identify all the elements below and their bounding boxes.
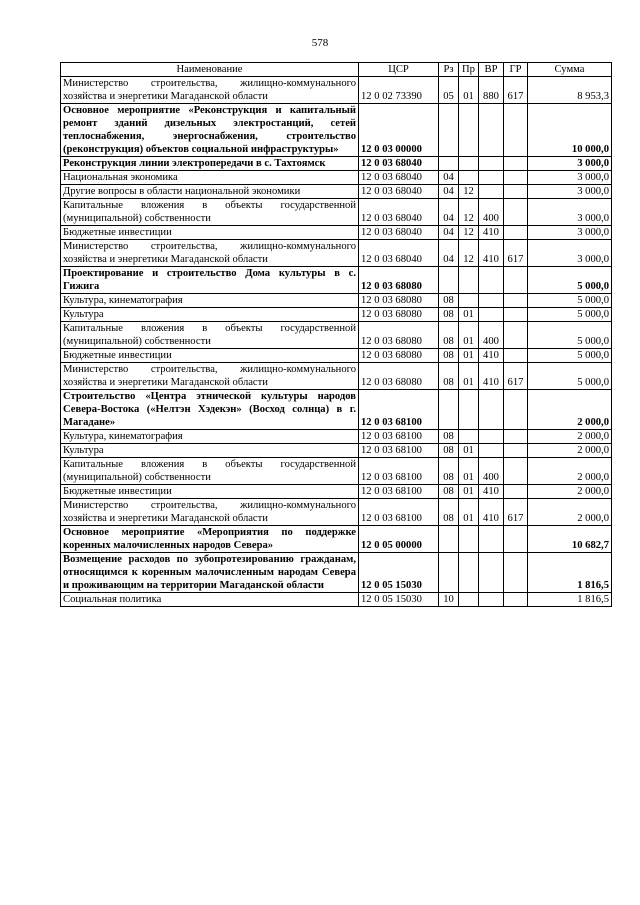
cell-name: Основное мероприятие «Мероприятия по поддержке коренных малочисленных народов Севера»: [61, 526, 359, 553]
cell-sum: 8 953,3: [528, 77, 612, 104]
cell-csr: 12 0 03 68040: [359, 199, 439, 226]
cell-vr: 410: [479, 485, 504, 499]
cell-rz: 08: [439, 499, 459, 526]
cell-name: Министерство строительства, жилищно-коммунального хозяйства и энергетики Магаданской области: [61, 240, 359, 267]
cell-csr: 12 0 03 68100: [359, 458, 439, 485]
cell-pr: 01: [459, 363, 479, 390]
cell-pr: [459, 593, 479, 607]
cell-rz: 08: [439, 349, 459, 363]
cell-name: Проектирование и строительство Дома культуры в с. Гижига: [61, 267, 359, 294]
cell-sum: 5 000,0: [528, 294, 612, 308]
cell-name: Основное мероприятие «Реконструкция и капитальный ремонт зданий дизельных электростанций, сетей теплоснабжения, энергоснабжения, строительство (реконструкция) объектов социальной инфраструктуры»: [61, 104, 359, 157]
cell-rz: 08: [439, 363, 459, 390]
cell-csr: 12 0 03 68080: [359, 322, 439, 349]
cell-name: Бюджетные инвестиции: [61, 485, 359, 499]
cell-csr: 12 0 05 15030: [359, 593, 439, 607]
cell-gr: [504, 267, 528, 294]
cell-pr: 12: [459, 199, 479, 226]
cell-pr: [459, 430, 479, 444]
cell-vr: [479, 185, 504, 199]
cell-csr: 12 0 03 68100: [359, 499, 439, 526]
cell-name: Капитальные вложения в объекты государственной (муниципальной) собственности: [61, 199, 359, 226]
header-pr: Пр: [459, 63, 479, 77]
cell-sum: 3 000,0: [528, 185, 612, 199]
cell-sum: 2 000,0: [528, 458, 612, 485]
cell-gr: [504, 185, 528, 199]
cell-vr: 400: [479, 458, 504, 485]
header-name: Наименование: [61, 63, 359, 77]
cell-vr: [479, 444, 504, 458]
cell-rz: 04: [439, 185, 459, 199]
cell-vr: [479, 294, 504, 308]
cell-gr: 617: [504, 499, 528, 526]
table-row: [61, 349, 612, 363]
table-row: [61, 104, 612, 157]
cell-gr: [504, 458, 528, 485]
cell-name: Реконструкция линии электропередачи в с. Тахтоямск: [61, 157, 359, 171]
cell-pr: 01: [459, 499, 479, 526]
table-row: [61, 390, 612, 430]
cell-csr: 12 0 03 00000: [359, 104, 439, 157]
header-rz: Рз: [439, 63, 459, 77]
cell-name: Национальная экономика: [61, 171, 359, 185]
budget-table: [60, 62, 612, 607]
cell-vr: [479, 553, 504, 593]
cell-pr: 01: [459, 322, 479, 349]
cell-gr: [504, 308, 528, 322]
cell-name: Культура: [61, 308, 359, 322]
cell-vr: 410: [479, 499, 504, 526]
cell-csr: 12 0 03 68040: [359, 157, 439, 171]
cell-name: Министерство строительства, жилищно-коммунального хозяйства и энергетики Магаданской области: [61, 499, 359, 526]
cell-name: Культура, кинематография: [61, 294, 359, 308]
table-row: [61, 294, 612, 308]
cell-vr: [479, 157, 504, 171]
table-row: [61, 430, 612, 444]
header-gr: ГР: [504, 63, 528, 77]
cell-pr: 01: [459, 349, 479, 363]
cell-pr: [459, 171, 479, 185]
cell-gr: [504, 390, 528, 430]
cell-name: Министерство строительства, жилищно-коммунального хозяйства и энергетики Магаданской области: [61, 363, 359, 390]
cell-rz: 08: [439, 308, 459, 322]
cell-rz: 10: [439, 593, 459, 607]
cell-rz: 04: [439, 226, 459, 240]
cell-vr: 410: [479, 349, 504, 363]
cell-rz: 08: [439, 430, 459, 444]
cell-csr: 12 0 05 00000: [359, 526, 439, 553]
cell-sum: 10 000,0: [528, 104, 612, 157]
cell-rz: 08: [439, 444, 459, 458]
cell-rz: [439, 526, 459, 553]
cell-csr: 12 0 03 68040: [359, 185, 439, 199]
cell-sum: 2 000,0: [528, 444, 612, 458]
cell-sum: 5 000,0: [528, 349, 612, 363]
table-row: [61, 553, 612, 593]
cell-gr: 617: [504, 363, 528, 390]
cell-rz: 04: [439, 240, 459, 267]
cell-rz: 04: [439, 199, 459, 226]
cell-gr: [504, 104, 528, 157]
cell-sum: 10 682,7: [528, 526, 612, 553]
cell-sum: 3 000,0: [528, 171, 612, 185]
cell-name: Бюджетные инвестиции: [61, 226, 359, 240]
table-row: [61, 444, 612, 458]
cell-name: Социальная политика: [61, 593, 359, 607]
cell-sum: 3 000,0: [528, 240, 612, 267]
cell-vr: [479, 267, 504, 294]
header-vr: ВР: [479, 63, 504, 77]
cell-pr: 12: [459, 185, 479, 199]
cell-rz: 05: [439, 77, 459, 104]
table-row: [61, 526, 612, 553]
cell-csr: 12 0 05 15030: [359, 553, 439, 593]
cell-name: Другие вопросы в области национальной экономики: [61, 185, 359, 199]
cell-pr: 01: [459, 458, 479, 485]
header-sum: Сумма: [528, 63, 612, 77]
cell-gr: [504, 226, 528, 240]
cell-gr: [504, 444, 528, 458]
cell-pr: 01: [459, 308, 479, 322]
cell-csr: 12 0 03 68040: [359, 171, 439, 185]
cell-vr: [479, 390, 504, 430]
cell-vr: [479, 171, 504, 185]
cell-pr: [459, 526, 479, 553]
cell-sum: 5 000,0: [528, 322, 612, 349]
cell-name: Возмещение расходов по зубопротезированию гражданам, относящимся к коренным малочисленным народам Севера и проживающим на территории Магаданской области: [61, 553, 359, 593]
cell-vr: [479, 526, 504, 553]
cell-pr: [459, 390, 479, 430]
cell-gr: [504, 199, 528, 226]
table-row: [61, 308, 612, 322]
cell-pr: [459, 294, 479, 308]
cell-rz: [439, 104, 459, 157]
cell-vr: 400: [479, 199, 504, 226]
header-row: [61, 63, 612, 77]
cell-rz: 08: [439, 294, 459, 308]
table-row: [61, 593, 612, 607]
cell-name: Капитальные вложения в объекты государственной (муниципальной) собственности: [61, 458, 359, 485]
cell-gr: [504, 526, 528, 553]
cell-vr: [479, 430, 504, 444]
cell-sum: 5 000,0: [528, 267, 612, 294]
table-row: [61, 363, 612, 390]
cell-name: Культура: [61, 444, 359, 458]
cell-gr: [504, 349, 528, 363]
cell-pr: 12: [459, 226, 479, 240]
cell-csr: 12 0 02 73390: [359, 77, 439, 104]
cell-rz: [439, 553, 459, 593]
cell-name: Культура, кинематография: [61, 430, 359, 444]
table-row: [61, 267, 612, 294]
cell-vr: 400: [479, 322, 504, 349]
cell-pr: 12: [459, 240, 479, 267]
table-row: [61, 77, 612, 104]
cell-pr: 01: [459, 444, 479, 458]
cell-rz: 08: [439, 458, 459, 485]
cell-gr: [504, 553, 528, 593]
cell-csr: 12 0 03 68080: [359, 267, 439, 294]
cell-gr: [504, 485, 528, 499]
cell-csr: 12 0 03 68080: [359, 308, 439, 322]
cell-sum: 2 000,0: [528, 499, 612, 526]
cell-csr: 12 0 03 68040: [359, 240, 439, 267]
cell-csr: 12 0 03 68100: [359, 485, 439, 499]
table-row: [61, 240, 612, 267]
cell-gr: [504, 157, 528, 171]
cell-csr: 12 0 03 68080: [359, 294, 439, 308]
cell-gr: 617: [504, 77, 528, 104]
cell-vr: 880: [479, 77, 504, 104]
table-row: [61, 185, 612, 199]
cell-sum: 3 000,0: [528, 157, 612, 171]
cell-sum: 1 816,5: [528, 593, 612, 607]
page-number: 578: [311, 37, 329, 49]
cell-csr: 12 0 03 68100: [359, 430, 439, 444]
cell-vr: 410: [479, 226, 504, 240]
cell-rz: 08: [439, 485, 459, 499]
cell-csr: 12 0 03 68080: [359, 363, 439, 390]
cell-pr: [459, 104, 479, 157]
cell-rz: [439, 390, 459, 430]
cell-name: Строительство «Центра этнической культуры народов Севера-Востока («Нелтэн Хэдекэн» (Восход солнца) в г. Магадане»: [61, 390, 359, 430]
cell-gr: [504, 593, 528, 607]
cell-pr: [459, 553, 479, 593]
cell-csr: 12 0 03 68100: [359, 390, 439, 430]
cell-sum: 3 000,0: [528, 226, 612, 240]
cell-name: Капитальные вложения в объекты государственной (муниципальной) собственности: [61, 322, 359, 349]
table-row: [61, 499, 612, 526]
cell-gr: [504, 294, 528, 308]
cell-rz: 04: [439, 171, 459, 185]
header-csr: ЦСР: [359, 63, 439, 77]
table-row: [61, 322, 612, 349]
cell-vr: 410: [479, 240, 504, 267]
cell-pr: [459, 267, 479, 294]
cell-csr: 12 0 03 68100: [359, 444, 439, 458]
cell-gr: [504, 430, 528, 444]
cell-sum: 2 000,0: [528, 390, 612, 430]
table-row: [61, 226, 612, 240]
cell-gr: 617: [504, 240, 528, 267]
cell-rz: [439, 157, 459, 171]
cell-sum: 2 000,0: [528, 430, 612, 444]
cell-pr: 01: [459, 485, 479, 499]
cell-sum: 1 816,5: [528, 553, 612, 593]
cell-vr: [479, 104, 504, 157]
cell-sum: 5 000,0: [528, 308, 612, 322]
cell-gr: [504, 322, 528, 349]
cell-sum: 5 000,0: [528, 363, 612, 390]
table-body: [61, 77, 612, 607]
cell-pr: 01: [459, 77, 479, 104]
cell-name: Министерство строительства, жилищно-коммунального хозяйства и энергетики Магаданской области: [61, 77, 359, 104]
cell-vr: [479, 308, 504, 322]
cell-sum: 2 000,0: [528, 485, 612, 499]
cell-name: Бюджетные инвестиции: [61, 349, 359, 363]
cell-vr: 410: [479, 363, 504, 390]
table-row: [61, 171, 612, 185]
table-row: [61, 485, 612, 499]
cell-rz: 08: [439, 322, 459, 349]
cell-pr: [459, 157, 479, 171]
cell-gr: [504, 171, 528, 185]
cell-vr: [479, 593, 504, 607]
table-row: [61, 458, 612, 485]
table-row: [61, 157, 612, 171]
cell-csr: 12 0 03 68080: [359, 349, 439, 363]
cell-rz: [439, 267, 459, 294]
cell-sum: 3 000,0: [528, 199, 612, 226]
cell-csr: 12 0 03 68040: [359, 226, 439, 240]
table-row: [61, 199, 612, 226]
